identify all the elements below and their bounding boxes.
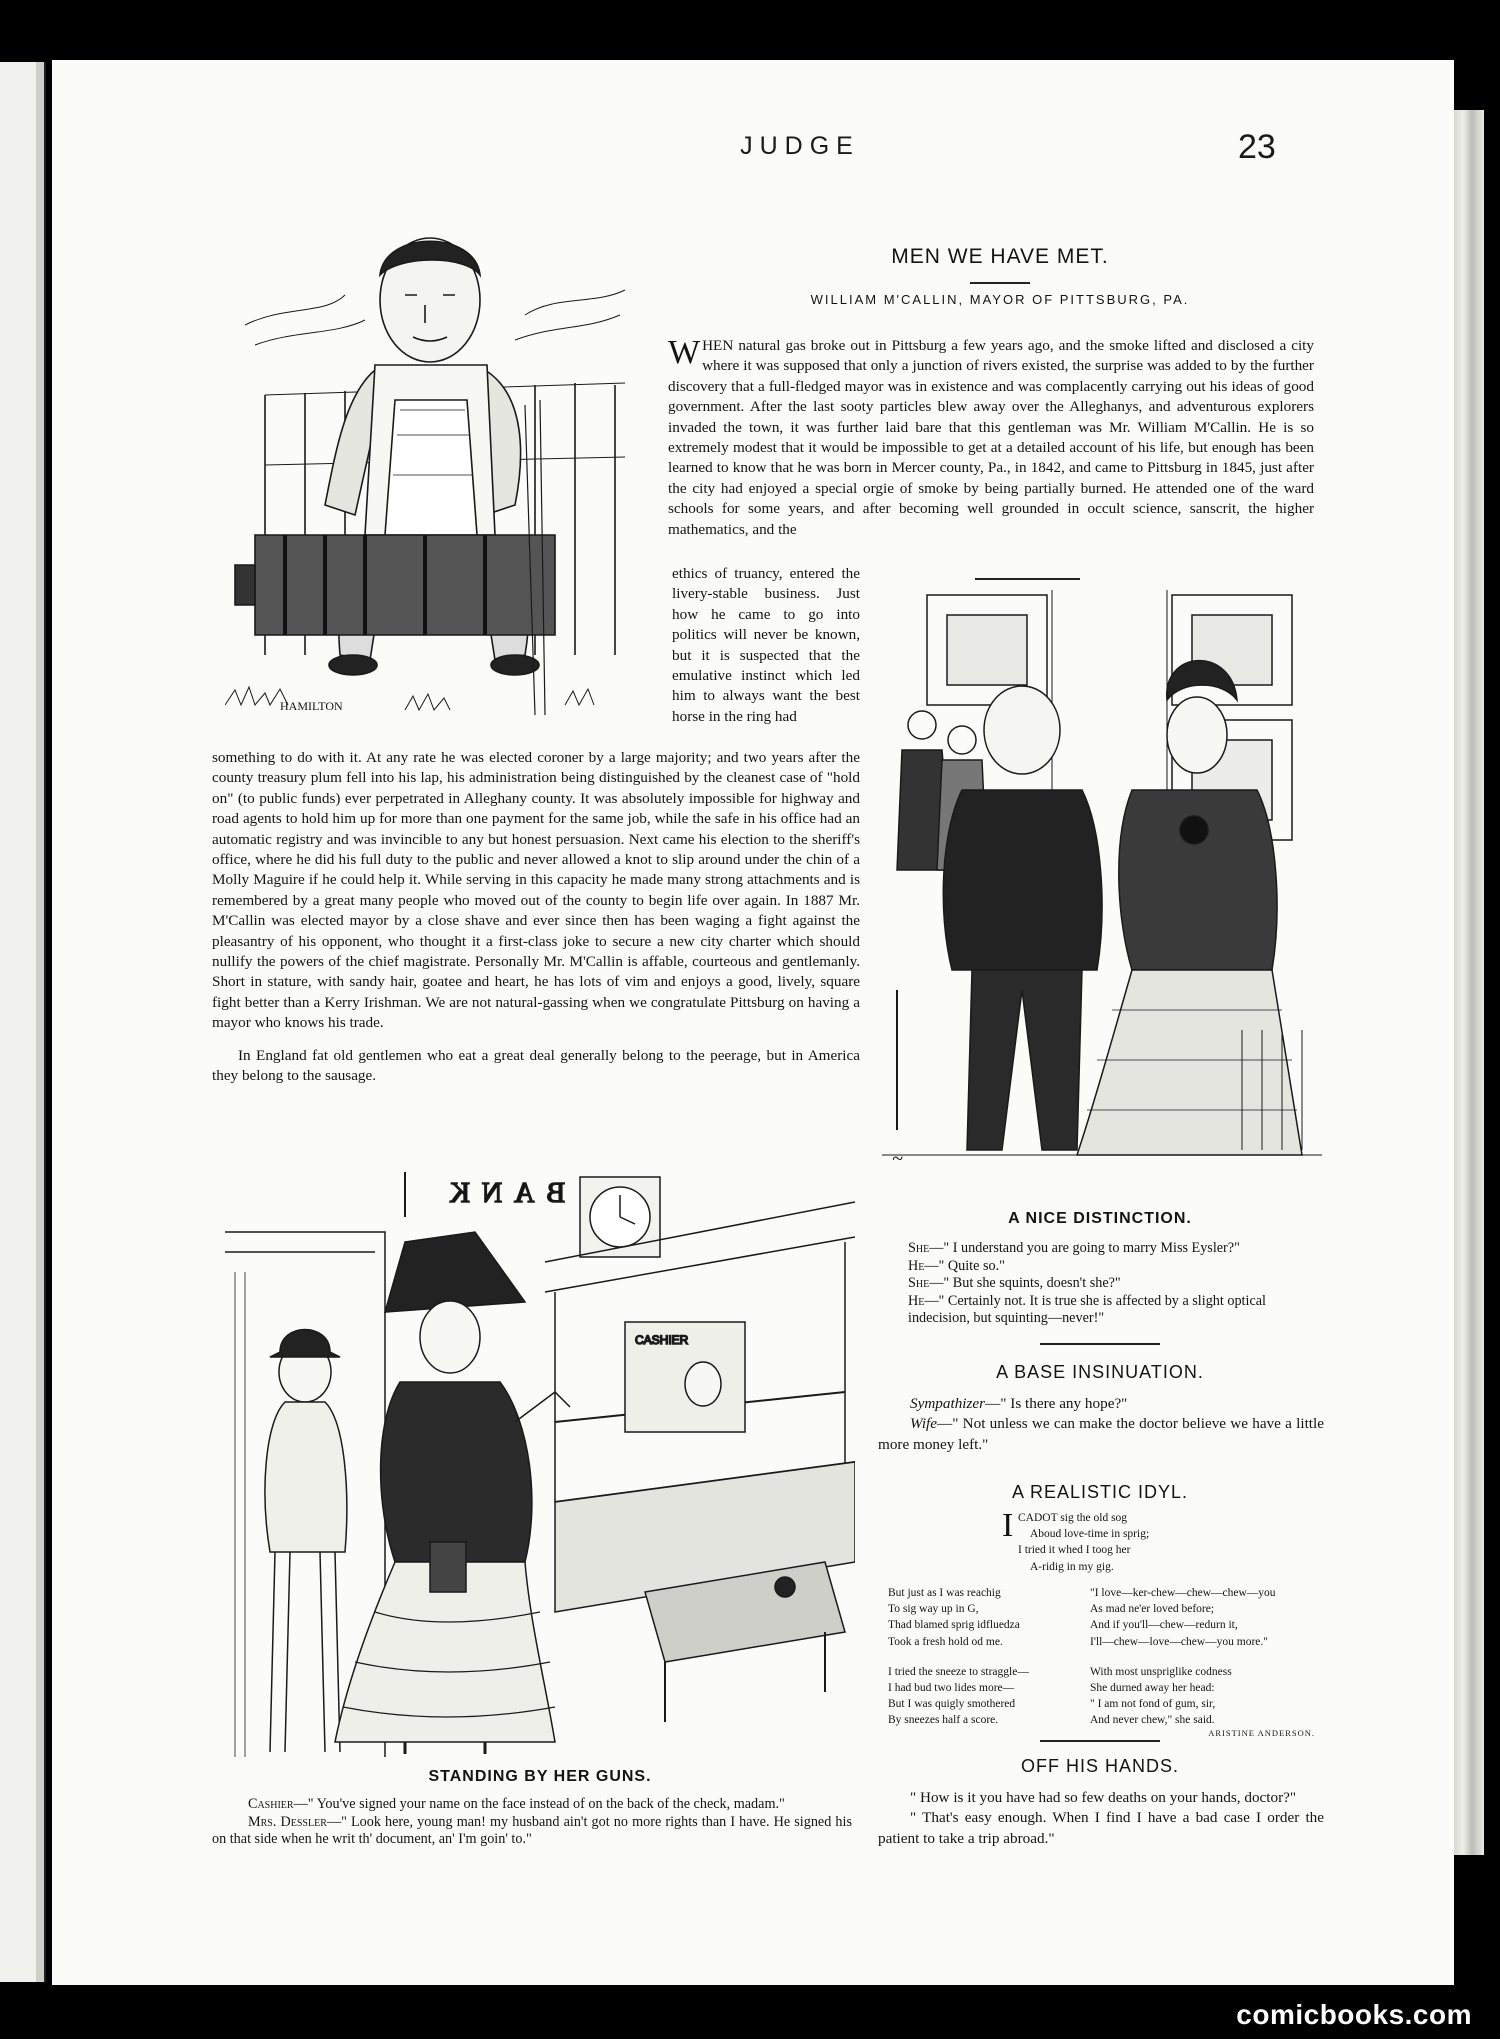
- idyl-left-column: [888, 1585, 1098, 1729]
- speaker-sympathizer: Sympathizer: [910, 1395, 986, 1412]
- poem-line: I tried the sneeze to straggle—: [888, 1665, 1029, 1678]
- article-paragraph-top: HEN natural gas broke out in Pittsburg a few years ago, and the smoke lifted and disclosed a city where it was supposed that only a junction of rivers existed, the surprise was added to by the further discovery that a full-fledged mayor was in existence and was complacently carrying out his ideas of good government. After the last sooty particles blew away over the Alleghanys, and adventurous explorers invaded the town, it was further laid bare that this gentleman was Mr. William M'Callin. He is so extremely modest that it would be impossible to get at a detailed account of his life, but enough has been learned to know that he was born in Mercer county, Pa., in 1842, and came to Pittsburg in 1845, just after the city had enjoyed a special orgie of smoke by being partially burned. He attended one of the ward schools for some years, and after becoming well grounded in occult science, sanscrit, the higher mathematics, and the: [668, 337, 1314, 538]
- dialog-speaker: She: [908, 1275, 930, 1292]
- poem-line: As mad ne'er loved before;: [1090, 1603, 1215, 1616]
- poem-line: To sig way up in G,: [888, 1603, 979, 1616]
- section-rule-base: [1040, 1343, 1160, 1345]
- bank-cartoon: [225, 1162, 855, 1757]
- masthead-title: JUDGE: [740, 132, 860, 160]
- article-paragraph-narrow: ethics of truancy, entered the livery-stable business. Just how he came to go into politics will never be known, but it is suspected that the emulative instinct which led him to always want the best horse in the ring had: [672, 565, 860, 725]
- section-rule-couple: [975, 578, 1080, 580]
- section-rule-off: [1040, 1740, 1160, 1742]
- poem-line: " I am not fond of gum, sir,: [1090, 1698, 1216, 1711]
- dialog-line: —" Quite so.": [924, 1257, 1005, 1274]
- article-subtitle: WILLIAM M'CALLIN, MAYOR OF PITTSBURG, PA.: [810, 292, 1190, 307]
- idyl-intro-line: A-ridig in my gig.: [1030, 1560, 1114, 1573]
- dialog-line: —" But she squints, doesn't she?": [929, 1275, 1121, 1292]
- article-body-narrow: [672, 564, 860, 727]
- article-title: MEN WE HAVE MET.: [891, 245, 1109, 268]
- poem-line: And never chew," she said.: [1090, 1714, 1215, 1727]
- poem-line: I'll—chew—love—chew—you more.": [1090, 1635, 1268, 1648]
- binding-gutter: [36, 62, 44, 1982]
- dialog-speaker: She: [908, 1240, 930, 1256]
- article-dropcap: W: [668, 334, 701, 371]
- poem-line: But just as I was reachig: [888, 1587, 1001, 1599]
- dialog-line: —" Certainly not. It is true she is affected by a slight optical indecision, but squinting—never!": [908, 1292, 1266, 1327]
- england-paragraph: In England fat old gentlemen who eat a great deal generally belong to the peerage, but in America they belong to the sausage.: [212, 1046, 860, 1085]
- dialog-speaker: Mrs. Dessler: [248, 1813, 327, 1830]
- line-wife: —" Not unless we can make the doctor believe we have a little more money left.": [878, 1415, 1324, 1453]
- poem-line: Thad blamed sprig idfluedza: [888, 1619, 1020, 1632]
- idyl-intro: [1002, 1507, 1262, 1575]
- idyl-intro-line: Aboud love-time in sprig;: [1030, 1528, 1150, 1541]
- watermark: comicbooks.com: [1236, 1999, 1472, 2030]
- off-his-hands-title: OFF HIS HANDS.: [1020, 1756, 1179, 1776]
- poem-line: I had bud two lides more—: [888, 1682, 1015, 1695]
- bank-cartoon-caption: STANDING BY HER GUNS.: [428, 1768, 652, 1785]
- poem-line: By sneezes half a score.: [888, 1714, 999, 1727]
- poem-line: But I was quigly smothered: [888, 1698, 1016, 1711]
- poem-line: And if you'll—chew—redurn it,: [1090, 1619, 1238, 1632]
- off-his-hands-para: " That's easy enough. When I find I have a bad case I order the patient to take a trip abroad.": [878, 1809, 1324, 1847]
- couple-dialog: [880, 1240, 1320, 1328]
- couple-cartoon-caption: A NICE DISTINCTION.: [1008, 1210, 1192, 1227]
- idyl-intro-line: I tried it whed I toog her: [1018, 1544, 1131, 1557]
- mayor-illustration-signature: HAMILTON: [280, 699, 343, 713]
- off-his-hands-text: [878, 1788, 1324, 1849]
- couple-cartoon: [882, 590, 1322, 1170]
- bank-dialog: [212, 1796, 852, 1849]
- poem-line: "I love—ker-chew—chew—chew—you: [1090, 1587, 1276, 1599]
- off-his-hands-para: " How is it you have had so few deaths on your hands, doctor?": [910, 1789, 1297, 1806]
- realistic-idyl-title: A REALISTIC IDYL.: [1011, 1482, 1189, 1502]
- dialog-line: —" I understand you are going to marry Miss Eysler?": [929, 1240, 1240, 1256]
- previous-page-edge: [0, 62, 46, 1982]
- base-insinuation-title: A BASE INSINUATION.: [996, 1362, 1204, 1382]
- idyl-dropcap: I: [1002, 1507, 1014, 1544]
- idyl-intro-line: CADOT sig the old sog: [1018, 1512, 1128, 1524]
- poem-line: With most unspriglike codness: [1090, 1665, 1232, 1678]
- dialog-speaker: He: [908, 1292, 925, 1309]
- speaker-wife: Wife: [910, 1415, 937, 1433]
- article-body-top: [668, 336, 1314, 540]
- page-number: 23: [1238, 128, 1276, 166]
- dialog-speaker: He: [908, 1257, 925, 1274]
- mayor-illustration: [225, 235, 655, 735]
- page-stack-edge: [1454, 110, 1484, 1855]
- poem-line: She durned away her head:: [1090, 1682, 1215, 1695]
- idyl-author: ARISTINE ANDERSON.: [1208, 1728, 1315, 1738]
- article-paragraph-wide: something to do with it. At any rate he was elected coroner by a large majority; and two years after the county treasury plum fell into his lap, his administration being distinguished by the cleanest case of "hold on" (to public funds) ever perpetrated in Alleghany county. It was absolutely impossible for highway and road agents to hold him up for more than one payment for the same job, while the safe in his office had an automatic registry and was invincible to any but honest persuasion. Next came his election to the sheriff's office, where he did his full duty to the public and never allowed a knot to slip around under the chin of a Molly Maguire if he could help it. While serving in this capacity he made many strong attachments and is remembered by a great many people who moved out of the county to begin life over again. In 1887 Mr. M'Callin was elected mayor by a close shave and ever since then has been waging a fight against the pleasantry of his opponent, who thought it a first-class joke to secure a new city charter which should nullify the powers of the chief magistrate. Personally Mr. M'Callin is affable, courteous and gentlemanly. Short in stature, with sandy hair, goatee and heart, he has lots of vim and enjoys a good, lively, square fight better than a Kerry Irishman. We are not natural-gassing when we congratulate Pittsburg on having a mayor who knows his trade.: [212, 749, 860, 1032]
- poem-line: Took a fresh hold od me.: [888, 1635, 1003, 1648]
- idyl-right-column: [1090, 1585, 1330, 1729]
- dialog-speaker: Cashier: [248, 1796, 294, 1812]
- line-sympathizer: —" Is there any hope?": [985, 1395, 1128, 1412]
- bank-sign-text: BANK: [437, 1178, 565, 1209]
- dialog-line: —" You've signed your name on the face instead of on the back of the check, madam.": [293, 1796, 785, 1812]
- article-body-wide: [212, 748, 860, 1087]
- title-rule: [970, 282, 1030, 284]
- base-insinuation-text: [878, 1394, 1324, 1455]
- dialog-line: —" Look here, young man! my husband ain't got no more rights than I have. He signed his on that side when he writ th' document, an' I'm goin' to.": [212, 1813, 852, 1848]
- svg-text:~: ~: [892, 1148, 903, 1170]
- cashier-window-label: CASHIER: [635, 1333, 689, 1347]
